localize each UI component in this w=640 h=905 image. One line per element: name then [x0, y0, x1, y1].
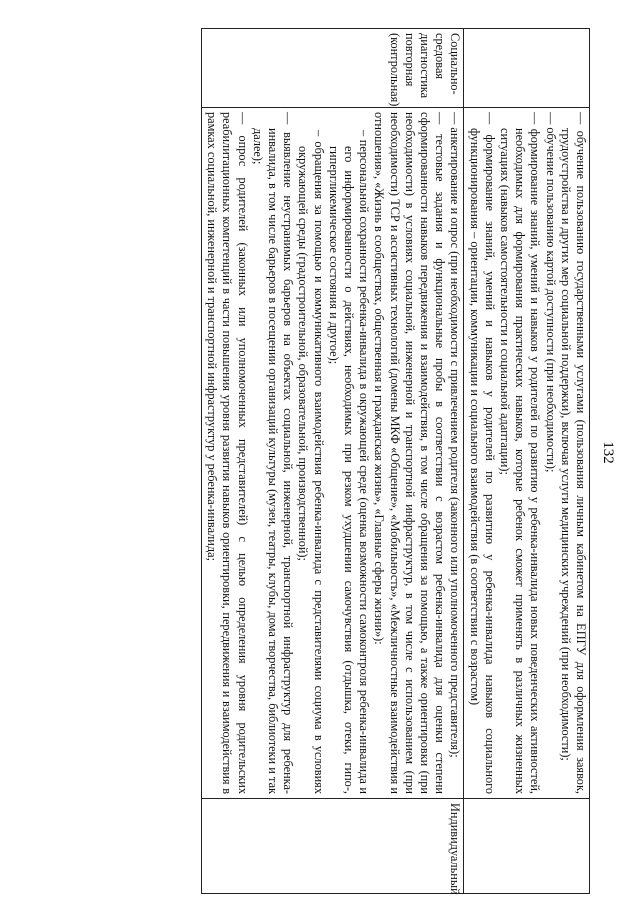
content-cell	[201, 108, 463, 799]
list-item: — опрос родителей (законных или уполномоченных представителей) с целью определения уровня родительских реабилитационных компетенций в части повышения уровня развития навыков ориентировки, передвижения и взаимодействия в рамках социальной, инженерной и транспортной инфраструктур у ребенка-инвалида;	[205, 112, 250, 794]
content-cell	[464, 108, 590, 799]
list-item: — формирование знаний, умений и навыков у родителей по развитию у ребенка-инвалида новых поведенческих активностей, необходимых для формирования практических навыков, которые ребенок сможет применять в различных жизненных ситуациях (навыков самостоятельности и социальной адаптации);	[497, 112, 543, 794]
stage-cell: Социально-средовая диагностика повторная (контрольная)	[201, 29, 463, 108]
list-item: — выявление неустранимых барьеров на объектах социальной, инженерной, транспортной инфраструктур для ребенка-инвалида, в том числе барьеров в посещении организаций культуры (музеи, театры, клубы, дома творчества, библиотеки и так далее);	[250, 112, 296, 794]
sub-list-item: – обращения за помощью и коммуникативного взаимодействия ребенка-инвалида с представителями социума в условиях окружающей среды (градостроительной, образовательной, производственной);	[296, 130, 326, 794]
table-row	[201, 29, 463, 894]
list-item: — формирование знаний, умений и навыков у родителей по развитию у ребенка-инвалида навыков социального функционирования – ориентации, коммуникации и социального взаимодействия (в соответствии с возрастом)	[467, 112, 497, 794]
list-item: — обучение пользованию государственными услугами (пользования личным кабинетом на ЕПГУ для оформления заявок, трудоустройства и других мер социальной поддержки), включая услуги медицинских учреждений (при необходимости);	[558, 112, 588, 794]
sub-list-item: – персональной сохранности ребенка-инвалида в окружающей среде (оценка возможности самоконтроля ребенка-инвалида и его информированности о действиях, необходимых при резком ухудшении самочувствия (отдышка, отеки, гипо-, гипергликемическое состояния и другое);	[326, 130, 372, 794]
services-table	[201, 28, 590, 894]
stage-cell	[464, 29, 590, 108]
list-item: — тестовые задания и функциональные пробы в соответствии с возрастом ребенка-инвалида для оценки степени сформированности навыков передвижения и взаимодействия, в том числе обращения за помощью, а также ориентировки (при необходимости) в условиях социальной, инженерной и транспортной инфраструктур, в том числе с использованием (при необходимости) ТСР и ассистивных технологий (домены МКФ «Общение», «Мобильность», «Межличностные взаимодействия и отношения», «Жизнь в сообществах, общественная и гражданская жизнь», «Главные сферы жизни»):	[372, 112, 448, 794]
table-row	[464, 29, 590, 894]
form-cell	[464, 799, 590, 894]
page-number: 132	[600, 441, 616, 464]
list-item: — анкетирование и опрос (при необходимости с привлечением родителя (законного или уполномоченного представителя);	[448, 112, 463, 758]
form-cell: Индивидуальный	[201, 799, 463, 894]
list-item: — обучение пользованию картой доступности (при необходимости);	[543, 112, 558, 473]
